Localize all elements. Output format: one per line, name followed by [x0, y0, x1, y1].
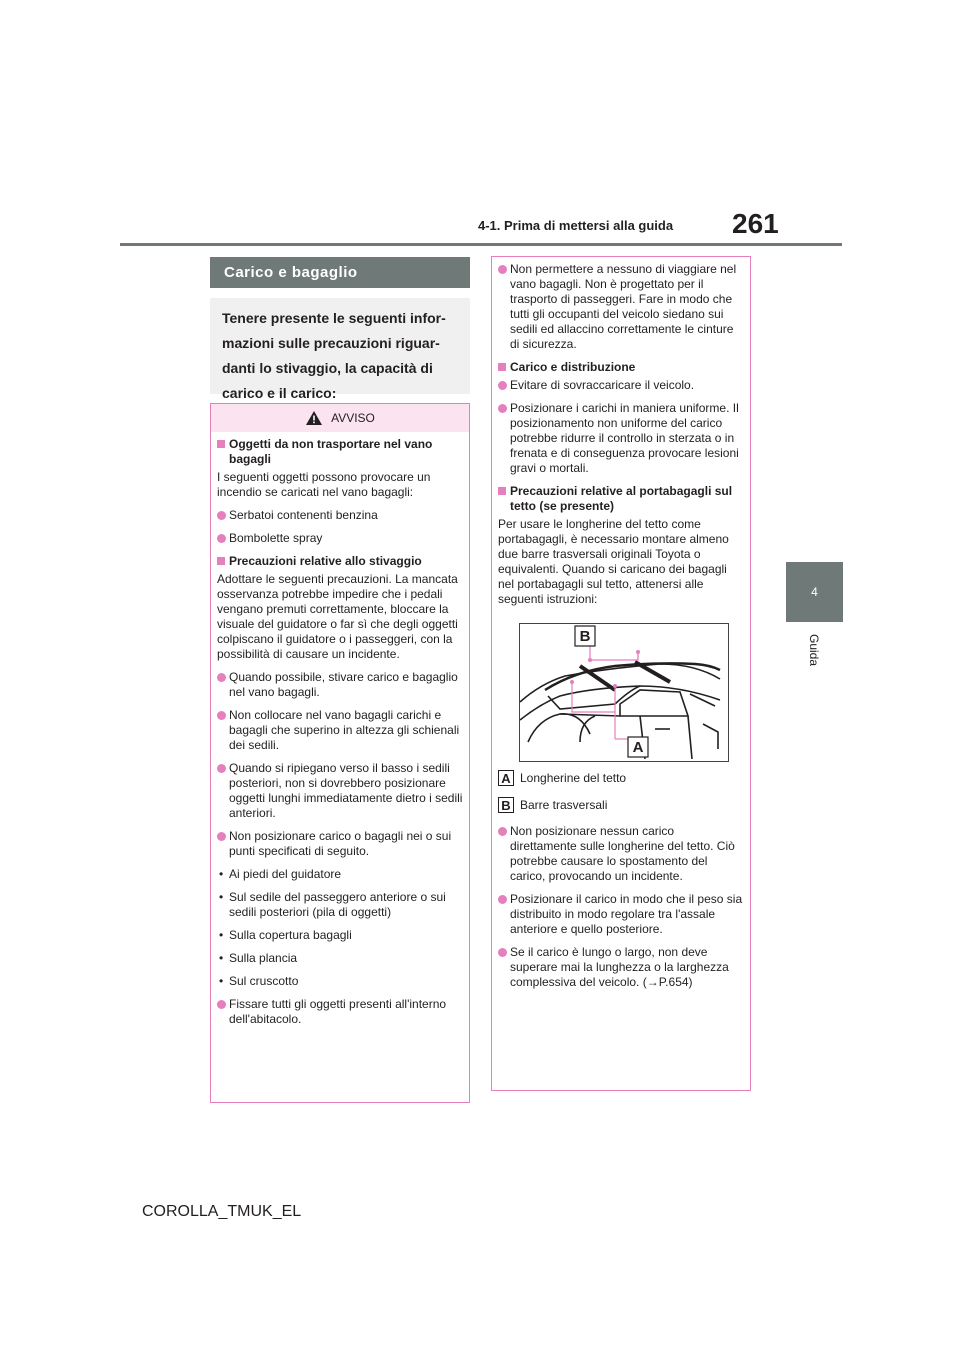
subheading: Oggetti da non trasportare nel vano bagagli	[217, 437, 463, 467]
chapter-number: 4	[811, 585, 818, 599]
figure-label-b: B	[579, 628, 591, 645]
bullet-item: Quando si ripiegano verso il basso i sedili posteriori, non si dovrebbero posizionare oggetti lunghi immediatamente dietro i sedili anteriori.	[217, 761, 463, 821]
chapter-label: Guida	[807, 633, 821, 667]
bullet-item: Evitare di sovraccaricare il veicolo.	[498, 378, 744, 393]
intro-box	[210, 298, 470, 401]
right-content	[492, 257, 750, 990]
bullet-item: Se il carico è lungo o largo, non deve superare mai la lunghezza o la larghezza complessiva del veicolo. (→P.654)	[498, 945, 744, 990]
section-header: 4-1. Prima di mettersi alla guida	[478, 218, 674, 233]
legend-text: Longherine del tetto	[520, 770, 627, 785]
bullet-item: Fissare tutti gli oggetti presenti all'interno dell'abitacolo.	[217, 997, 463, 1027]
warning-icon	[305, 410, 323, 426]
dash-item: • Sulla plancia	[217, 951, 463, 966]
right-column-box	[491, 256, 751, 1091]
paragraph: I seguenti oggetti possono provocare un incendio se caricati nel vano bagagli:	[217, 470, 431, 499]
section-title: Carico e bagaglio	[210, 257, 470, 288]
footer-model-code: COROLLA_TMUK_EL	[142, 1203, 302, 1220]
intro-line: Tenere presente le seguenti infor-	[222, 310, 446, 326]
legend-row-a	[498, 770, 744, 786]
avviso-box	[210, 403, 470, 1103]
header-rule	[120, 243, 842, 246]
bullet-item: Posizionare il carico in modo che il peso sia distribuito in modo regolare tra l'assale anteriore e quello posteriore.	[498, 892, 744, 937]
legend-row-b	[498, 797, 744, 813]
dash-item: • Ai piedi del guidatore	[217, 867, 463, 882]
bullet-item: Non permettere a nessuno di viaggiare nel vano bagagli. Non è progettato per il trasporto di passeggeri. Fare in modo che tutti gli occupanti del veicolo siedano sui sedili ed allaccino correttamente le cinture di sicurezza.	[498, 262, 744, 352]
chapter-tab	[786, 562, 843, 622]
bullet-item: Non posizionare nessun carico direttamente sulle longherine del tetto. Ciò potrebbe causare lo spostamento del carico, provocando un incidente.	[498, 824, 744, 884]
subheading: Precauzioni relative al portabagagli sul tetto (se presente)	[498, 484, 744, 514]
intro-line: danti lo stivaggio, la capacità di	[222, 360, 433, 376]
right-items-after	[498, 824, 744, 990]
legend-letter: B	[498, 797, 514, 813]
bullet-item: Quando possibile, stivare carico e bagaglio nel vano bagagli.	[217, 670, 463, 700]
dash-item: • Sulla copertura bagagli	[217, 928, 463, 943]
legend-text: Barre trasversali	[520, 797, 608, 812]
paragraph: Adottare le seguenti precauzioni. La mancata osservanza potrebbe impedire che i pedali vengano premuti correttamente, bloccare la visuale del guidatore o far sì che degli oggetti colpiscano il guidatore o i passeggeri, con la possibilità di causare un incidente.	[217, 572, 458, 661]
avviso-label: AVVISO	[331, 411, 375, 425]
bullet-item: Serbatoi contenenti benzina	[217, 508, 463, 523]
avviso-content	[211, 432, 469, 1027]
subheading: Precauzioni relative allo stivaggio	[217, 554, 463, 569]
paragraph: Per usare le longherine del tetto come portabagagli, è necessario montare almeno due barre trasversali originali Toyota o equivalenti. Quando si caricano dei bagagli nel portabagagli sul tetto, attenersi alle seguenti istruzioni:	[498, 517, 729, 606]
dash-item: • Sul sedile del passeggero anteriore o sui sedili posteriori (pila di oggetti)	[217, 890, 463, 920]
bullet-item: Non posizionare carico o bagagli nei o sui punti specificati di seguito.	[217, 829, 463, 859]
right-items-before	[498, 262, 744, 607]
intro-line: mazioni sulle precauzioni riguar-	[222, 335, 440, 351]
bullet-item: Non collocare nel vano bagagli carichi e bagagli che superino in altezza gli schienali dei sedili.	[217, 708, 463, 753]
subheading: Carico e distribuzione	[498, 360, 744, 375]
dash-item: • Sul cruscotto	[217, 974, 463, 989]
intro-line: carico e il carico:	[222, 385, 337, 401]
figure-label-a: A	[632, 739, 644, 756]
bullet-item: Bombolette spray	[217, 531, 463, 546]
avviso-header	[211, 404, 469, 432]
bullet-item: Posizionare i carichi in maniera uniforme. Il posizionamento non uniforme del carico potrebbe ridurre il controllo in sterzata o in frenata e di conseguenza provocare lesioni gravi o mortali.	[498, 401, 744, 476]
roof-rack-illustration	[519, 623, 729, 762]
legend-letter: A	[498, 770, 514, 786]
page-number: 261	[732, 208, 779, 239]
